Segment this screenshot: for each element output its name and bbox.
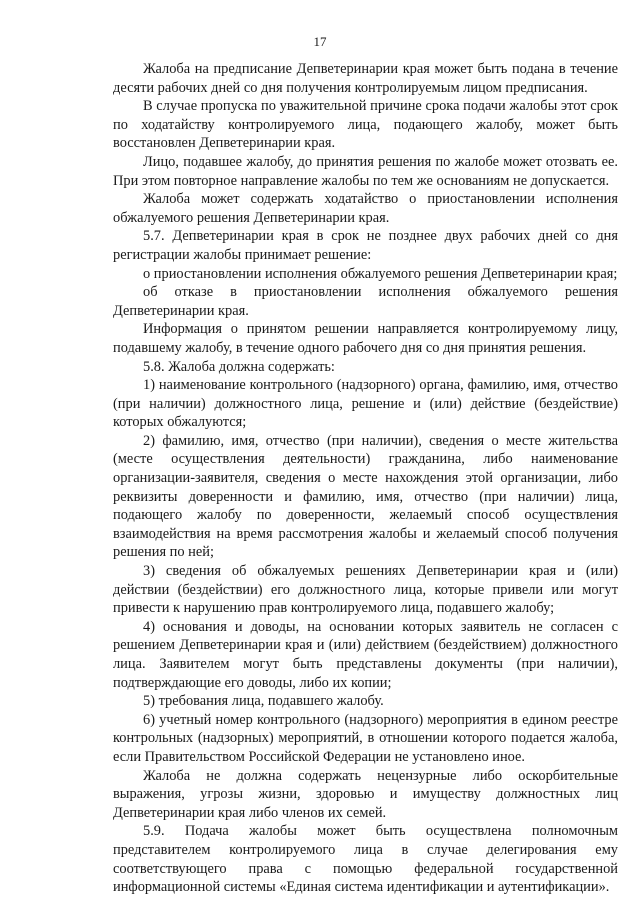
paragraph-section-5-7: 5.7. Депветеринарии края в срок не позднее двух рабочих дней со дня регистрации жалобы принимает решение: — [113, 228, 618, 263]
list-item-5: 5) требования лица, подавшего жалобу. — [143, 693, 384, 710]
paragraph-deadline-restoration: В случае пропуска по уважительной причине срока подачи жалобы этот срок по ходатайству контролируемого лица, подающего жалобу, может быть восстановлен Депветеринарии края. — [113, 98, 618, 152]
paragraph-section-5-9: 5.9. Подача жалобы может быть осуществлена полномочным представителем контролируемого лица в случае делегирования ему соответствующего права с помощью федеральной государственной информационной системы «Единая система идентификации и аутентификации». — [113, 823, 618, 896]
list-item-2: 2) фамилию, имя, отчество (при наличии), сведения о месте жительства (месте осуществления деятельности) гражданина, либо наименование организации-заявителя, сведения о месте нахождения этой организации, либо реквизиты доверенности и фамилию, имя, отчество (при наличии) лица, подающего жалобу по доверенности, желаемый способ осуществления взаимодействия на время рассмотрения жалобы и желаемый способ получения решения по ней; — [113, 432, 618, 561]
paragraph-suspension-request: Жалоба может содержать ходатайство о приостановлении исполнения обжалуемого решения Депветеринарии края. — [113, 191, 618, 226]
document-body — [113, 60, 618, 897]
paragraph-suspension-granted: о приостановлении исполнения обжалуемого решения Депветеринарии края; — [143, 265, 618, 282]
list-item-4: 4) основания и доводы, на основании которых заявитель не согласен с решением Депветеринарии края и (или) действием (бездействием) должностного лица. Заявителем могут быть представлены документы (при наличии), подтверждающие его доводы, либо их копии; — [113, 618, 618, 691]
paragraph-suspension-refused: об отказе в приостановлении исполнения обжалуемого решения Депветеринарии края. — [113, 284, 618, 319]
list-item-1: 1) наименование контрольного (надзорного) органа, фамилию, имя, отчество (при наличии) должностного лица, решение и (или) действие (бездействие) которых обжалуются; — [113, 377, 618, 431]
paragraph-section-5-8: 5.8. Жалоба должна содержать: — [143, 358, 335, 375]
paragraph-prohibited-content: Жалоба не должна содержать нецензурные либо оскорбительные выражения, угрозы жизни, здоровью и имуществу должностных лиц Депветеринарии края либо членов их семей. — [113, 767, 618, 821]
list-item-6: 6) учетный номер контрольного (надзорного) мероприятия в едином реестре контрольных (надзорных) мероприятий, в отношении которого подается жалоба, если Правительством Российской Федерации не установлено иное. — [113, 711, 618, 765]
paragraph-appeal-withdrawal: Лицо, подавшее жалобу, до принятия решения по жалобе может отозвать ее. При этом повторное направление жалобы по тем же основаниям не допускается. — [113, 153, 618, 189]
page-number: 17 — [313, 34, 327, 49]
paragraph-decision-notice: Информация о принятом решении направляется контролируемому лицу, подавшему жалобу, в течение одного рабочего дня со дня принятия решения. — [113, 321, 618, 356]
list-item-3: 3) сведения об обжалуемых решениях Депветеринарии края и (или) действии (бездействии) его должностного лица, которые привели или могут привести к нарушению прав контролируемого лица, подавшего жалобу; — [113, 563, 618, 617]
paragraph-appeal-deadline: Жалоба на предписание Депветеринарии края может быть подана в течение десяти рабочих дней со дня получения контролируемым лицом предписания. — [113, 61, 618, 96]
